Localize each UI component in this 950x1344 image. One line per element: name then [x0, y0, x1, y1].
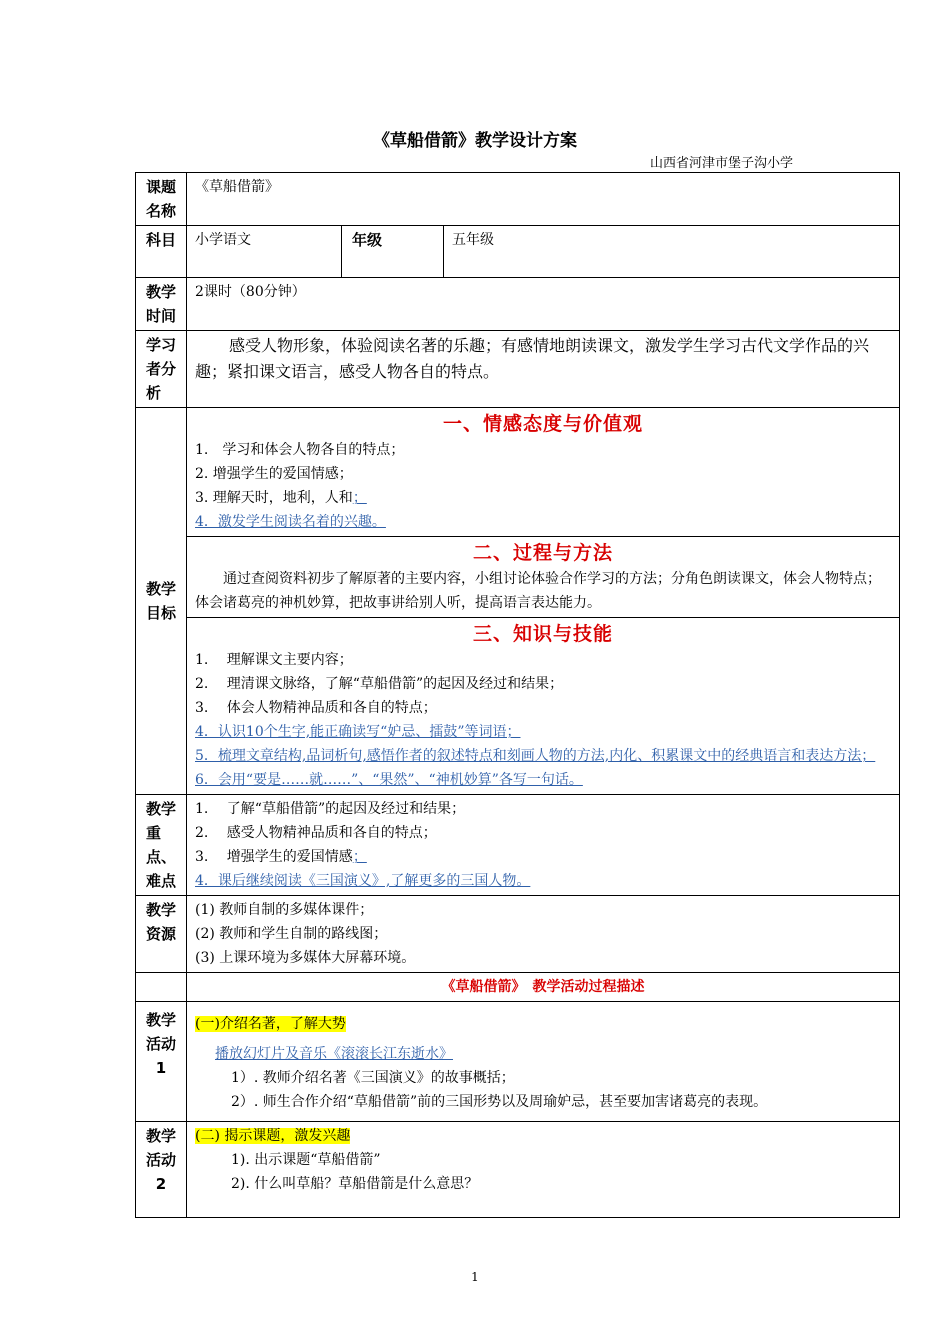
goals-section-2	[187, 537, 900, 618]
topic-label: 课题名称	[136, 173, 187, 226]
skill-item-4: 4．认识10个生字,能正确读写“妒忌、擂鼓”等词语；	[195, 724, 521, 740]
resource-item-2: (2) 教师和学生自制的路线图；	[195, 926, 388, 942]
goal-item-1: 1. 学习和体会人物各自的特点；	[195, 442, 405, 458]
subject-label: 科目	[136, 226, 187, 278]
activity1-heading: (一)介绍名著，了解大势	[195, 1016, 346, 1032]
skill-item-5: 5．梳理文章结构,品词析句,感悟作者的叙述特点和刻画人物的方法,内化、积累课文中的经典语言和表达方法；	[195, 748, 876, 764]
activity1-item-1: 1）. 教师介绍名著《三国演义》的故事概括；	[231, 1070, 515, 1086]
time-label: 教学时间	[136, 278, 187, 331]
key-label: 教学重点、难点	[136, 795, 187, 896]
learner-label: 学习者分析	[136, 331, 187, 408]
resource-item-1: (1) 教师自制的多媒体课件；	[195, 902, 374, 918]
activity2-label: 教学活动2	[136, 1122, 187, 1218]
activity2-content	[187, 1122, 900, 1218]
document-title: 《草船借箭》教学设计方案	[373, 131, 577, 151]
activity1-label: 教学活动1	[136, 1002, 187, 1122]
goal-item-3: 3. 理解天时，地利，人和；	[195, 490, 367, 506]
activity1-content	[187, 1002, 900, 1122]
resource-item-3: (3) 上课环境为多媒体大屏幕环境。	[195, 950, 416, 966]
skill-item-3: 3. 体会人物精神品质和各自的特点；	[195, 700, 437, 716]
goals-label: 教学目标	[136, 408, 187, 795]
activity2-heading: (二) 揭示课题，激发兴趣	[195, 1128, 351, 1144]
goal-item-2: 2. 增强学生的爱国情感；	[195, 466, 353, 482]
activity2-item-1: 1). 出示课题“草船借箭”	[231, 1152, 381, 1168]
skill-item-2: 2. 理清课文脉络，了解“草船借箭”的起因及经过和结果；	[195, 676, 564, 692]
page-number: 1	[471, 1270, 479, 1284]
goals-section-3	[187, 618, 900, 795]
key-item-4: 4．课后继续阅读《三国演义》,了解更多的三国人物。	[195, 873, 531, 889]
section-1-title: 一、情感态度与价值观	[443, 413, 644, 435]
learner-value: 感受人物形象，体验阅读名著的乐趣；有感情地朗读课文，激发学生学习古代文学作品的兴趣；紧扣课文语言，感受人物各自的特点。	[187, 331, 900, 408]
grade-label: 年级	[342, 226, 444, 278]
activity1-link: 播放幻灯片及音乐《滚滚长江东逝水》	[215, 1046, 453, 1062]
skill-item-1: 1. 理解课文主要内容；	[195, 652, 353, 668]
goals-section-1	[187, 408, 900, 537]
subject-value: 小学语文	[187, 226, 342, 278]
key-content	[187, 795, 900, 896]
grade-value: 五年级	[444, 226, 900, 278]
activity-header: 《草船借箭》 教学活动过程描述	[187, 973, 900, 1002]
goal-item-4: 4．激发学生阅读名着的兴趣。	[195, 514, 386, 530]
activity2-item-2: 2). 什么叫草船？草船借箭是什么意思？	[231, 1176, 479, 1192]
activity1-item-2: 2）. 师生合作介绍“草船借箭”前的三国形势以及周瑜妒忌，甚至要加害诸葛亮的表现。	[231, 1094, 768, 1110]
section-3-title: 三、知识与技能	[473, 623, 614, 645]
key-item-3: 3. 增强学生的爱国情感；	[195, 849, 367, 865]
key-item-1: 1. 了解“草船借箭”的起因及经过和结果；	[195, 801, 466, 817]
school-name: 山西省河津市堡子沟小学	[650, 156, 794, 171]
section-2-text: 通过查阅资料初步了解原著的主要内容，小组讨论体验合作学习的方法；分角色朗读课文，体会人物特点；体会诸葛亮的神机妙算，把故事讲给别人听，提高语言表达能力。	[195, 571, 881, 611]
lesson-plan-table	[135, 172, 900, 1218]
key-item-2: 2. 感受人物精神品质和各自的特点；	[195, 825, 437, 841]
resources-label: 教学资源	[136, 896, 187, 973]
topic-value: 《草船借箭》	[187, 173, 900, 226]
section-2-title: 二、过程与方法	[473, 542, 614, 564]
activity-header-blank	[136, 973, 187, 1002]
skill-item-6: 6．会用“要是……就……”、“果然”、“神机妙算”各写一句话。	[195, 772, 583, 788]
resources-content	[187, 896, 900, 973]
time-value: 2课时（80分钟）	[187, 278, 900, 331]
